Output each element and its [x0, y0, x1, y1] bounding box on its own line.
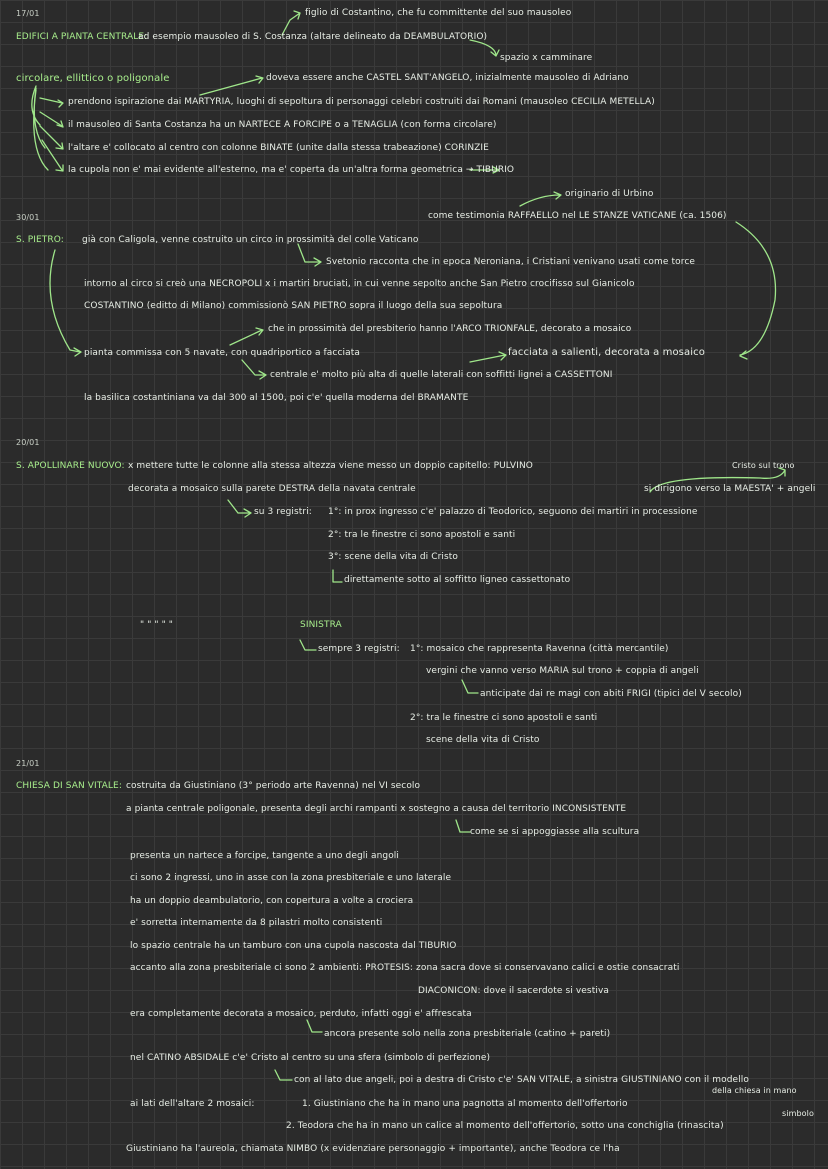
arrow-registro3 — [333, 570, 342, 582]
date-label: 21/01 — [16, 759, 40, 768]
arrow-altare — [40, 126, 63, 149]
note-line: centrale e' molto più alta di quelle laterali con soffitti lignei a CASSETTONI — [270, 370, 613, 380]
arrow-prendono — [40, 98, 63, 107]
note-heading: circolare, ellittico o poligonale — [16, 73, 170, 84]
note-line: già con Caligola, venne costruito un circo in prossimità del colle Vaticano — [82, 235, 419, 245]
note-line: intorno al circo si creò una NECROPOLI x i martiri bruciati, in cui venne sepolto anche San Pietro crocifisso sul Gianicolo — [84, 279, 635, 289]
section-heading: S. PIETRO: — [16, 235, 64, 245]
note-line: della chiesa in mano — [712, 1086, 797, 1095]
date-label: 17/01 — [16, 9, 40, 18]
note-line: presenta un nartece a forcipe, tangente a uno degli angoli — [130, 851, 400, 861]
note-line: accanto alla zona presbiteriale ci sono 2 ambienti: PROTESIS: zona sacra dove si conservavano calici e ostie consacrati — [130, 963, 680, 973]
note-line: la cupola non e' mai evidente all'esterno, ma e' coperta da un'altra forma geometrica → TIBURIO — [68, 165, 515, 175]
note-line: 2°: tra le finestre ci sono apostoli e santi — [410, 713, 598, 723]
note-line: direttamente sotto al soffitto ligneo cassettonato — [344, 575, 571, 585]
note-line: sempre 3 registri: — [318, 644, 400, 654]
note-line: x mettere tutte le colonne alla stessa altezza viene messo un doppio capitello: PULVINO — [128, 461, 533, 471]
note-line: anticipate dai re magi con abiti FRIGI (tipici del V secolo) — [480, 689, 742, 699]
arrow-urbino — [520, 192, 561, 206]
note-line: Svetonio racconta che in epoca Neroniana, i Cristiani venivano usati come torce — [326, 257, 696, 267]
note-line: su 3 registri: — [254, 507, 312, 517]
note-line: DIACONICON: dove il sacerdote si vestiva — [418, 986, 609, 996]
note-line: come testimonia RAFFAELLO nel LE STANZE VATICANE (ca. 1506) — [428, 211, 727, 221]
arrow-svetonio — [298, 244, 321, 266]
note-line: vergini che vanno verso MARIA sul trono + coppia di angeli — [426, 666, 699, 676]
arrow-magi — [462, 680, 478, 693]
date-label: 30/01 — [16, 213, 40, 222]
note-line: 1°: mosaico che rappresenta Ravenna (città mercantile) — [410, 644, 669, 654]
note-line: pianta commissa con 5 navate, con quadriportico a facciata — [84, 348, 360, 358]
note-line: che in prossimità del presbiterio hanno l'ARCO TRIONFALE, decorato a mosaico — [268, 324, 632, 334]
note-line: 1. Giustiniano che ha in mano una pagnotta al momento dell'offertorio — [302, 1099, 628, 1109]
arrow-scultura — [456, 820, 470, 832]
note-line: spazio x camminare — [500, 53, 593, 63]
note-line: con al lato due angeli, poi a destra di Cristo c'e' SAN VITALE, a sinistra GIUSTINIANO con il modello — [294, 1075, 749, 1085]
note-line: si dirigono verso la MAESTA' + angeli — [644, 484, 816, 494]
note-line: l'altare e' collocato al centro con colonne BINATE (unite dalla stessa trabeazione) CORINZIE — [68, 143, 489, 153]
arrow-centrale — [242, 360, 266, 379]
note-heading: SINISTRA — [300, 620, 342, 630]
arrow-castel — [200, 76, 263, 95]
note-line: il mausoleo di Santa Costanza ha un NARTECE A FORCIPE o a TENAGLIA (con forma circolare) — [68, 120, 497, 130]
note-line: originario di Urbino — [565, 189, 654, 199]
note-line: ai lati dell'altare 2 mosaici: — [130, 1099, 255, 1109]
note-line: COSTANTINO (editto di Milano) commissionò SAN PIETRO sopra il luogo della sua sepoltura — [84, 301, 503, 311]
note-line: ha un doppio deambulatorio, con copertura a volte a crociera — [130, 896, 414, 906]
note-line: come se si appoggiasse alla scultura — [470, 827, 640, 837]
note-line: simbolo — [782, 1109, 814, 1118]
arrow-facciata — [470, 352, 506, 362]
date-label: 20/01 — [16, 438, 40, 447]
arrow-zona — [307, 1020, 322, 1032]
note-line: decorata a mosaico sulla parete DESTRA della navata centrale — [128, 484, 416, 494]
note-line: la basilica costantiniana va dal 300 al 1500, poi c'e' quella moderna del BRAMANTE — [84, 393, 469, 403]
note-line: Giustiniano ha l'aureola, chiamata NIMBO (x evidenziare personaggio + importante), anche Teodora ce l'ha — [126, 1144, 620, 1154]
note-line: 2°: tra le finestre ci sono apostoli e santi — [328, 530, 516, 540]
note-line: scene della vita di Cristo — [426, 735, 540, 745]
note-line: ancora presente solo nella zona presbiteriale (catino + pareti) — [324, 1029, 611, 1039]
arrow-sinistra — [300, 640, 316, 650]
note-line: Cristo sul trono — [732, 461, 795, 470]
brace-circolare — [32, 86, 48, 170]
note-line: era completamente decorata a mosaico, perduto, infatti oggi e' affrescata — [130, 1009, 472, 1019]
arrow-arco — [230, 328, 263, 345]
section-heading: S. APOLLINARE NUOVO: — [16, 461, 125, 471]
note-line: e' sorretta internamente da 8 pilastri molto consistenti — [130, 918, 383, 928]
arrow-cupola — [42, 140, 63, 171]
note-line: ad esempio mausoleo di S. Costanza (altare delineato da DEAMBULATORIO) — [138, 32, 488, 42]
note-line: 2. Teodora che ha in mano un calice al momento dell'offertorio, sotto una conchiglia (rinascita) — [286, 1121, 724, 1131]
note-line: doveva essere anche CASTEL SANT'ANGELO, inizialmente mausoleo di Adriano — [266, 73, 629, 83]
note-line: prendono ispirazione dai MARTYRIA, luoghi di sepoltura di personaggi celebri costruiti dai Romani (mausoleo CECILIA METELLA) — [68, 97, 655, 107]
note-line: lo spazio centrale ha un tamburo con una cupola nascosta dal TIBURIO — [130, 941, 457, 951]
section-heading: CHIESA DI SAN VITALE: — [16, 781, 122, 791]
arrow-mausoleo — [40, 112, 63, 127]
note-line: a pianta centrale poligonale, presenta degli archi rampanti x sostegno a causa del territorio INCONSISTENTE — [126, 804, 627, 814]
note-line: 1°: in prox ingresso c'e' palazzo di Teodorico, seguono dei martiri in processione — [328, 507, 698, 517]
note-line: facciata a salienti, decorata a mosaico — [508, 347, 705, 358]
arrow-registri — [228, 500, 251, 517]
arrow-raffaello-loop — [736, 222, 776, 359]
arrow-pietro-curve — [50, 250, 81, 356]
section-heading: EDIFICI A PIANTA CENTRALE: — [16, 32, 148, 42]
note-line: figlio di Costantino, che fu committente del suo mausoleo — [305, 8, 572, 18]
arrow-angeli — [275, 1070, 292, 1080]
note-line: ci sono 2 ingressi, uno in asse con la zona presbiteriale e uno laterale — [130, 873, 452, 883]
note-line: 3°: scene della vita di Cristo — [328, 552, 459, 562]
note-line: nel CATINO ABSIDALE c'e' Cristo al centro su una sfera (simbolo di perfezione) — [130, 1053, 491, 1063]
note-line: costruita da Giustiniano (3° periodo arte Ravenna) nel VI secolo — [126, 781, 421, 791]
ditto-marks: " " " " " — [140, 620, 174, 630]
